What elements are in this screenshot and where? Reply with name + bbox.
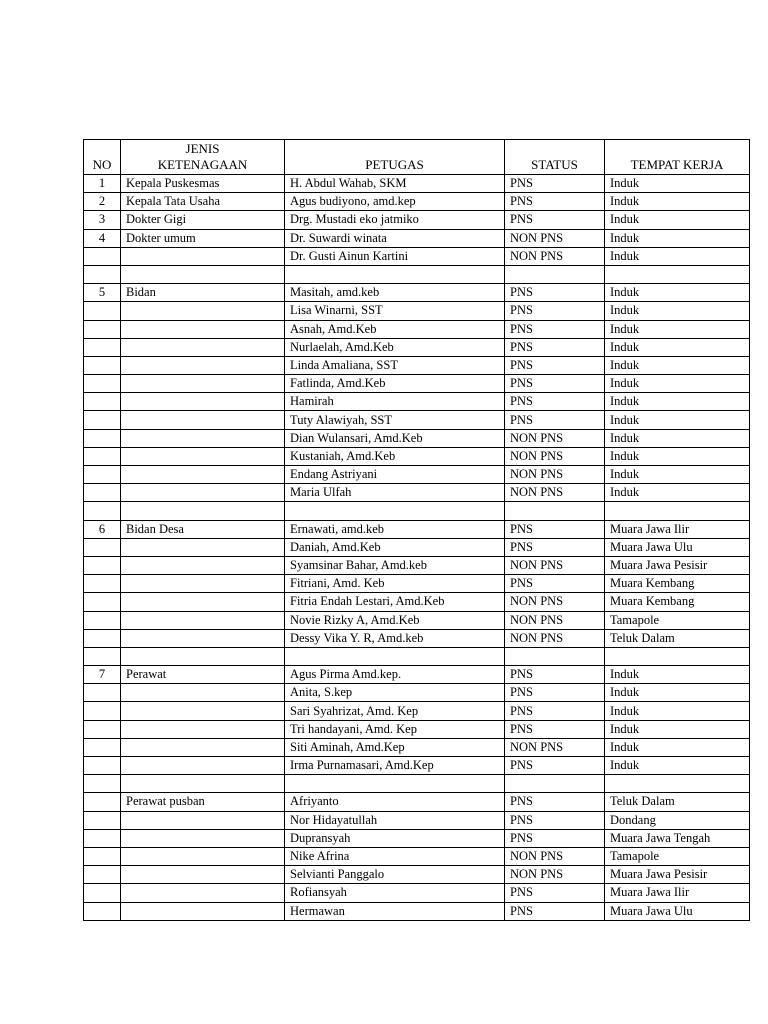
- header-no: NO: [84, 140, 121, 175]
- cell-jenis: [121, 720, 285, 738]
- cell-no: [84, 411, 121, 429]
- cell-jenis: [121, 302, 285, 320]
- cell-status: [505, 265, 605, 283]
- cell-status: NON PNS: [505, 866, 605, 884]
- table-row: [84, 320, 750, 338]
- cell-status: PNS: [505, 666, 605, 684]
- cell-no: [84, 484, 121, 502]
- cell-petugas: Drg. Mustadi eko jatmiko: [285, 211, 505, 229]
- cell-tempat: Induk: [605, 193, 750, 211]
- cell-no: [84, 829, 121, 847]
- cell-petugas: Maria Ulfah: [285, 484, 505, 502]
- cell-no: [84, 429, 121, 447]
- table-row: [84, 684, 750, 702]
- cell-petugas: Masitah, amd.keb: [285, 284, 505, 302]
- table-row: [84, 629, 750, 647]
- cell-jenis: [121, 393, 285, 411]
- table-row: [84, 884, 750, 902]
- table-row: [84, 738, 750, 756]
- table-row: [84, 811, 750, 829]
- cell-no: [84, 302, 121, 320]
- cell-jenis: Kepala Puskesmas: [121, 175, 285, 193]
- table-row: [84, 284, 750, 302]
- cell-status: PNS: [505, 356, 605, 374]
- cell-jenis: [121, 884, 285, 902]
- cell-petugas: Lisa Winarni, SST: [285, 302, 505, 320]
- cell-no: 1: [84, 175, 121, 193]
- cell-jenis: [121, 320, 285, 338]
- table-row: [84, 265, 750, 283]
- cell-petugas: Dr. Suwardi winata: [285, 229, 505, 247]
- cell-jenis: [121, 684, 285, 702]
- cell-status: NON PNS: [505, 738, 605, 756]
- cell-tempat: Induk: [605, 702, 750, 720]
- cell-no: [84, 884, 121, 902]
- cell-no: 7: [84, 666, 121, 684]
- table-row: [84, 175, 750, 193]
- cell-status: PNS: [505, 811, 605, 829]
- cell-tempat: Induk: [605, 684, 750, 702]
- cell-tempat: [605, 502, 750, 520]
- table-row: [84, 666, 750, 684]
- cell-status: PNS: [505, 538, 605, 556]
- table-row: [84, 866, 750, 884]
- cell-no: [84, 720, 121, 738]
- cell-status: NON PNS: [505, 593, 605, 611]
- header-jenis-line2: KETENAGAAN: [157, 157, 248, 172]
- cell-jenis: [121, 484, 285, 502]
- table-row: [84, 593, 750, 611]
- cell-petugas: [285, 502, 505, 520]
- cell-petugas: Linda Amaliana, SST: [285, 356, 505, 374]
- table-row: [84, 375, 750, 393]
- header-jenis-line1: JENIS: [185, 141, 220, 156]
- table-row: [84, 466, 750, 484]
- cell-jenis: Bidan Desa: [121, 520, 285, 538]
- cell-status: PNS: [505, 902, 605, 920]
- cell-petugas: Kustaniah, Amd.Keb: [285, 447, 505, 465]
- cell-tempat: Muara Kembang: [605, 593, 750, 611]
- cell-petugas: Ernawati, amd.keb: [285, 520, 505, 538]
- cell-tempat: [605, 265, 750, 283]
- cell-no: [84, 338, 121, 356]
- cell-jenis: [121, 611, 285, 629]
- cell-no: [84, 247, 121, 265]
- cell-no: 4: [84, 229, 121, 247]
- cell-status: PNS: [505, 320, 605, 338]
- cell-jenis: Dokter umum: [121, 229, 285, 247]
- cell-status: PNS: [505, 757, 605, 775]
- cell-status: PNS: [505, 884, 605, 902]
- cell-jenis: [121, 593, 285, 611]
- cell-status: [505, 647, 605, 665]
- header-jenis: [121, 140, 285, 175]
- cell-status: PNS: [505, 338, 605, 356]
- cell-status: PNS: [505, 302, 605, 320]
- cell-no: [84, 866, 121, 884]
- cell-petugas: Nike Afrina: [285, 847, 505, 865]
- table-row: [84, 447, 750, 465]
- cell-status: PNS: [505, 829, 605, 847]
- table-row: [84, 229, 750, 247]
- cell-jenis: [121, 338, 285, 356]
- cell-no: [84, 902, 121, 920]
- table-row: [84, 411, 750, 429]
- cell-tempat: Induk: [605, 229, 750, 247]
- table-row: [84, 302, 750, 320]
- cell-tempat: Induk: [605, 320, 750, 338]
- cell-no: 5: [84, 284, 121, 302]
- cell-tempat: Tamapole: [605, 847, 750, 865]
- table-row: [84, 775, 750, 793]
- cell-no: [84, 502, 121, 520]
- cell-jenis: Bidan: [121, 284, 285, 302]
- cell-petugas: Hermawan: [285, 902, 505, 920]
- table-row: [84, 338, 750, 356]
- cell-tempat: Muara Jawa Ilir: [605, 884, 750, 902]
- cell-no: [84, 684, 121, 702]
- cell-jenis: Dokter Gigi: [121, 211, 285, 229]
- cell-petugas: Rofiansyah: [285, 884, 505, 902]
- cell-jenis: [121, 429, 285, 447]
- cell-tempat: Induk: [605, 284, 750, 302]
- cell-status: NON PNS: [505, 429, 605, 447]
- cell-status: NON PNS: [505, 484, 605, 502]
- cell-tempat: Induk: [605, 484, 750, 502]
- cell-jenis: [121, 356, 285, 374]
- table-body: [84, 175, 750, 921]
- cell-tempat: Induk: [605, 393, 750, 411]
- cell-jenis: [121, 556, 285, 574]
- cell-status: PNS: [505, 175, 605, 193]
- cell-status: [505, 775, 605, 793]
- table-row: [84, 211, 750, 229]
- cell-petugas: Selvianti Panggalo: [285, 866, 505, 884]
- cell-tempat: Induk: [605, 720, 750, 738]
- cell-petugas: Fitriani, Amd. Keb: [285, 575, 505, 593]
- cell-jenis: [121, 829, 285, 847]
- cell-tempat: [605, 775, 750, 793]
- cell-tempat: Muara Kembang: [605, 575, 750, 593]
- cell-petugas: [285, 647, 505, 665]
- cell-no: [84, 702, 121, 720]
- cell-status: NON PNS: [505, 847, 605, 865]
- table-row: [84, 484, 750, 502]
- cell-no: [84, 629, 121, 647]
- cell-jenis: [121, 702, 285, 720]
- cell-no: [84, 775, 121, 793]
- cell-petugas: Nor Hidayatullah: [285, 811, 505, 829]
- table-row: [84, 793, 750, 811]
- cell-tempat: Tamapole: [605, 611, 750, 629]
- cell-petugas: Afriyanto: [285, 793, 505, 811]
- cell-petugas: Syamsinar Bahar, Amd.keb: [285, 556, 505, 574]
- table-row: [84, 393, 750, 411]
- table-row: [84, 538, 750, 556]
- cell-tempat: Induk: [605, 175, 750, 193]
- cell-tempat: Induk: [605, 757, 750, 775]
- cell-jenis: Perawat: [121, 666, 285, 684]
- cell-tempat: Induk: [605, 429, 750, 447]
- cell-petugas: Sari Syahrizat, Amd. Kep: [285, 702, 505, 720]
- table-row: [84, 647, 750, 665]
- header-petugas: PETUGAS: [285, 140, 505, 175]
- cell-status: PNS: [505, 411, 605, 429]
- cell-jenis: Kepala Tata Usaha: [121, 193, 285, 211]
- cell-jenis: [121, 866, 285, 884]
- cell-jenis: [121, 757, 285, 775]
- cell-jenis: [121, 629, 285, 647]
- table-row: [84, 247, 750, 265]
- cell-tempat: Muara Jawa Ulu: [605, 902, 750, 920]
- cell-petugas: [285, 775, 505, 793]
- cell-tempat: Induk: [605, 666, 750, 684]
- cell-petugas: Asnah, Amd.Keb: [285, 320, 505, 338]
- cell-status: PNS: [505, 793, 605, 811]
- table-row: [84, 556, 750, 574]
- cell-status: PNS: [505, 193, 605, 211]
- cell-tempat: Induk: [605, 247, 750, 265]
- cell-status: PNS: [505, 393, 605, 411]
- cell-status: NON PNS: [505, 247, 605, 265]
- cell-jenis: Perawat pusban: [121, 793, 285, 811]
- cell-tempat: Dondang: [605, 811, 750, 829]
- cell-petugas: [285, 265, 505, 283]
- cell-tempat: Induk: [605, 738, 750, 756]
- cell-tempat: Induk: [605, 411, 750, 429]
- cell-petugas: Tri handayani, Amd. Kep: [285, 720, 505, 738]
- cell-no: [84, 611, 121, 629]
- cell-jenis: [121, 847, 285, 865]
- cell-petugas: Agus budiyono, amd.kep: [285, 193, 505, 211]
- cell-petugas: Endang Astriyani: [285, 466, 505, 484]
- cell-jenis: [121, 466, 285, 484]
- cell-petugas: Tuty Alawiyah, SST: [285, 411, 505, 429]
- cell-status: NON PNS: [505, 556, 605, 574]
- cell-status: NON PNS: [505, 229, 605, 247]
- table-row: [84, 702, 750, 720]
- cell-petugas: Dr. Gusti Ainun Kartini: [285, 247, 505, 265]
- cell-no: [84, 757, 121, 775]
- cell-petugas: Daniah, Amd.Keb: [285, 538, 505, 556]
- cell-jenis: [121, 375, 285, 393]
- cell-no: [84, 738, 121, 756]
- cell-jenis: [121, 811, 285, 829]
- cell-petugas: Agus Pirma Amd.kep.: [285, 666, 505, 684]
- cell-tempat: Induk: [605, 375, 750, 393]
- cell-status: NON PNS: [505, 611, 605, 629]
- cell-tempat: Induk: [605, 356, 750, 374]
- cell-jenis: [121, 647, 285, 665]
- table-row: [84, 520, 750, 538]
- cell-status: PNS: [505, 684, 605, 702]
- cell-no: [84, 556, 121, 574]
- cell-status: PNS: [505, 720, 605, 738]
- cell-tempat: Induk: [605, 302, 750, 320]
- cell-jenis: [121, 538, 285, 556]
- cell-jenis: [121, 265, 285, 283]
- table-row: [84, 575, 750, 593]
- cell-no: [84, 811, 121, 829]
- table-row: [84, 429, 750, 447]
- cell-tempat: Muara Jawa Tengah: [605, 829, 750, 847]
- cell-no: [84, 356, 121, 374]
- cell-status: PNS: [505, 702, 605, 720]
- cell-jenis: [121, 247, 285, 265]
- table-row: [84, 829, 750, 847]
- table-row: [84, 757, 750, 775]
- cell-petugas: Siti Aminah, Amd.Kep: [285, 738, 505, 756]
- cell-petugas: Hamirah: [285, 393, 505, 411]
- cell-tempat: Induk: [605, 211, 750, 229]
- cell-tempat: Induk: [605, 338, 750, 356]
- cell-petugas: Novie Rizky A, Amd.Keb: [285, 611, 505, 629]
- cell-no: [84, 447, 121, 465]
- cell-status: [505, 502, 605, 520]
- header-status: STATUS: [505, 140, 605, 175]
- cell-status: PNS: [505, 284, 605, 302]
- cell-tempat: Muara Jawa Pesisir: [605, 556, 750, 574]
- header-row: [84, 140, 750, 175]
- cell-tempat: Induk: [605, 447, 750, 465]
- cell-no: [84, 593, 121, 611]
- cell-status: PNS: [505, 375, 605, 393]
- cell-no: [84, 847, 121, 865]
- cell-no: 3: [84, 211, 121, 229]
- cell-petugas: Anita, S.kep: [285, 684, 505, 702]
- cell-jenis: [121, 575, 285, 593]
- cell-jenis: [121, 902, 285, 920]
- cell-no: 6: [84, 520, 121, 538]
- cell-petugas: H. Abdul Wahab, SKM: [285, 175, 505, 193]
- cell-status: PNS: [505, 520, 605, 538]
- cell-status: NON PNS: [505, 466, 605, 484]
- cell-no: [84, 265, 121, 283]
- cell-status: PNS: [505, 211, 605, 229]
- staff-table: [83, 139, 750, 921]
- cell-petugas: Dessy Vika Y. R, Amd.keb: [285, 629, 505, 647]
- cell-jenis: [121, 775, 285, 793]
- cell-petugas: Dian Wulansari, Amd.Keb: [285, 429, 505, 447]
- cell-tempat: Induk: [605, 466, 750, 484]
- header-tempat: TEMPAT KERJA: [605, 140, 750, 175]
- cell-no: 2: [84, 193, 121, 211]
- table-row: [84, 847, 750, 865]
- table-row: [84, 356, 750, 374]
- cell-no: [84, 793, 121, 811]
- cell-no: [84, 320, 121, 338]
- cell-no: [84, 393, 121, 411]
- cell-tempat: Muara Jawa Ulu: [605, 538, 750, 556]
- cell-petugas: Fatlinda, Amd.Keb: [285, 375, 505, 393]
- cell-no: [84, 375, 121, 393]
- cell-tempat: [605, 647, 750, 665]
- cell-status: NON PNS: [505, 447, 605, 465]
- cell-status: NON PNS: [505, 629, 605, 647]
- table-row: [84, 193, 750, 211]
- cell-petugas: Nurlaelah, Amd.Keb: [285, 338, 505, 356]
- cell-tempat: Teluk Dalam: [605, 629, 750, 647]
- cell-no: [84, 466, 121, 484]
- table-row: [84, 720, 750, 738]
- cell-tempat: Teluk Dalam: [605, 793, 750, 811]
- cell-jenis: [121, 738, 285, 756]
- cell-no: [84, 575, 121, 593]
- cell-jenis: [121, 447, 285, 465]
- cell-no: [84, 538, 121, 556]
- cell-tempat: Muara Jawa Pesisir: [605, 866, 750, 884]
- cell-petugas: Fitria Endah Lestari, Amd.Keb: [285, 593, 505, 611]
- table-row: [84, 502, 750, 520]
- cell-jenis: [121, 502, 285, 520]
- table-row: [84, 902, 750, 920]
- table-row: [84, 611, 750, 629]
- cell-petugas: Dupransyah: [285, 829, 505, 847]
- cell-tempat: Muara Jawa Ilir: [605, 520, 750, 538]
- cell-petugas: Irma Purnamasari, Amd.Kep: [285, 757, 505, 775]
- cell-no: [84, 647, 121, 665]
- cell-jenis: [121, 411, 285, 429]
- cell-status: PNS: [505, 575, 605, 593]
